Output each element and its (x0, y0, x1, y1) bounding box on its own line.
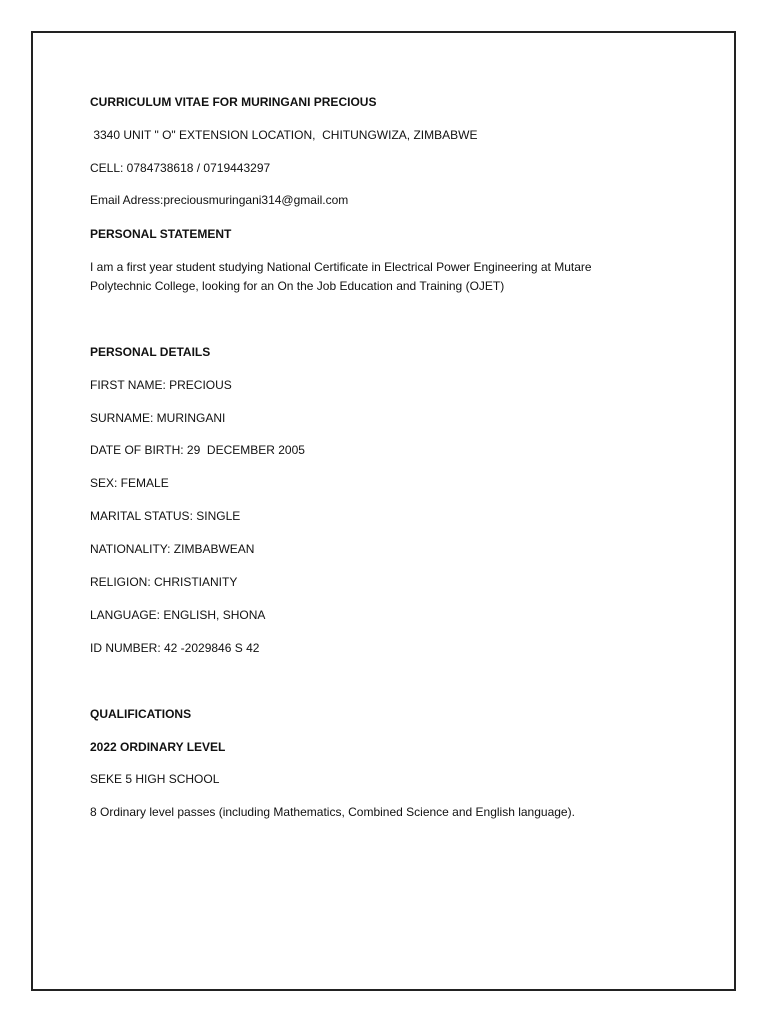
personal-details-heading: PERSONAL DETAILS (90, 345, 211, 359)
personal-statement-text: I am a first year student studying National Certificate in Electrical Power Engineering at Mutare Polytechnic College, looking for an On the Job Education and Training (OJET) (90, 260, 592, 293)
date-of-birth: DATE OF BIRTH: 29 DECEMBER 2005 (90, 443, 305, 457)
sex: SEX: FEMALE (90, 476, 169, 490)
first-name: FIRST NAME: PRECIOUS (90, 378, 232, 392)
personal-statement-heading: PERSONAL STATEMENT (90, 227, 232, 241)
cv-title: CURRICULUM VITAE FOR MURINGANI PRECIOUS (90, 95, 377, 109)
id-number: ID NUMBER: 42 -2029846 S 42 (90, 641, 260, 655)
qualifications-heading: QUALIFICATIONS (90, 707, 192, 721)
email: Email Adress:preciousmuringani314@gmail.com (90, 193, 349, 207)
address: 3340 UNIT " O" EXTENSION LOCATION, CHITUNGWIZA, ZIMBABWE (90, 128, 478, 142)
nationality: NATIONALITY: ZIMBABWEAN (90, 542, 255, 556)
qualification-passes: 8 Ordinary level passes (including Mathematics, Combined Science and English language). (90, 805, 575, 819)
language: LANGUAGE: ENGLISH, SHONA (90, 608, 266, 622)
surname: SURNAME: MURINGANI (90, 411, 226, 425)
qualification-level: 2022 ORDINARY LEVEL (90, 740, 226, 754)
religion: RELIGION: CHRISTIANITY (90, 575, 238, 589)
school-name: SEKE 5 HIGH SCHOOL (90, 772, 220, 786)
cell-numbers: CELL: 0784738618 / 0719443297 (90, 161, 271, 175)
marital-status: MARITAL STATUS: SINGLE (90, 509, 241, 523)
